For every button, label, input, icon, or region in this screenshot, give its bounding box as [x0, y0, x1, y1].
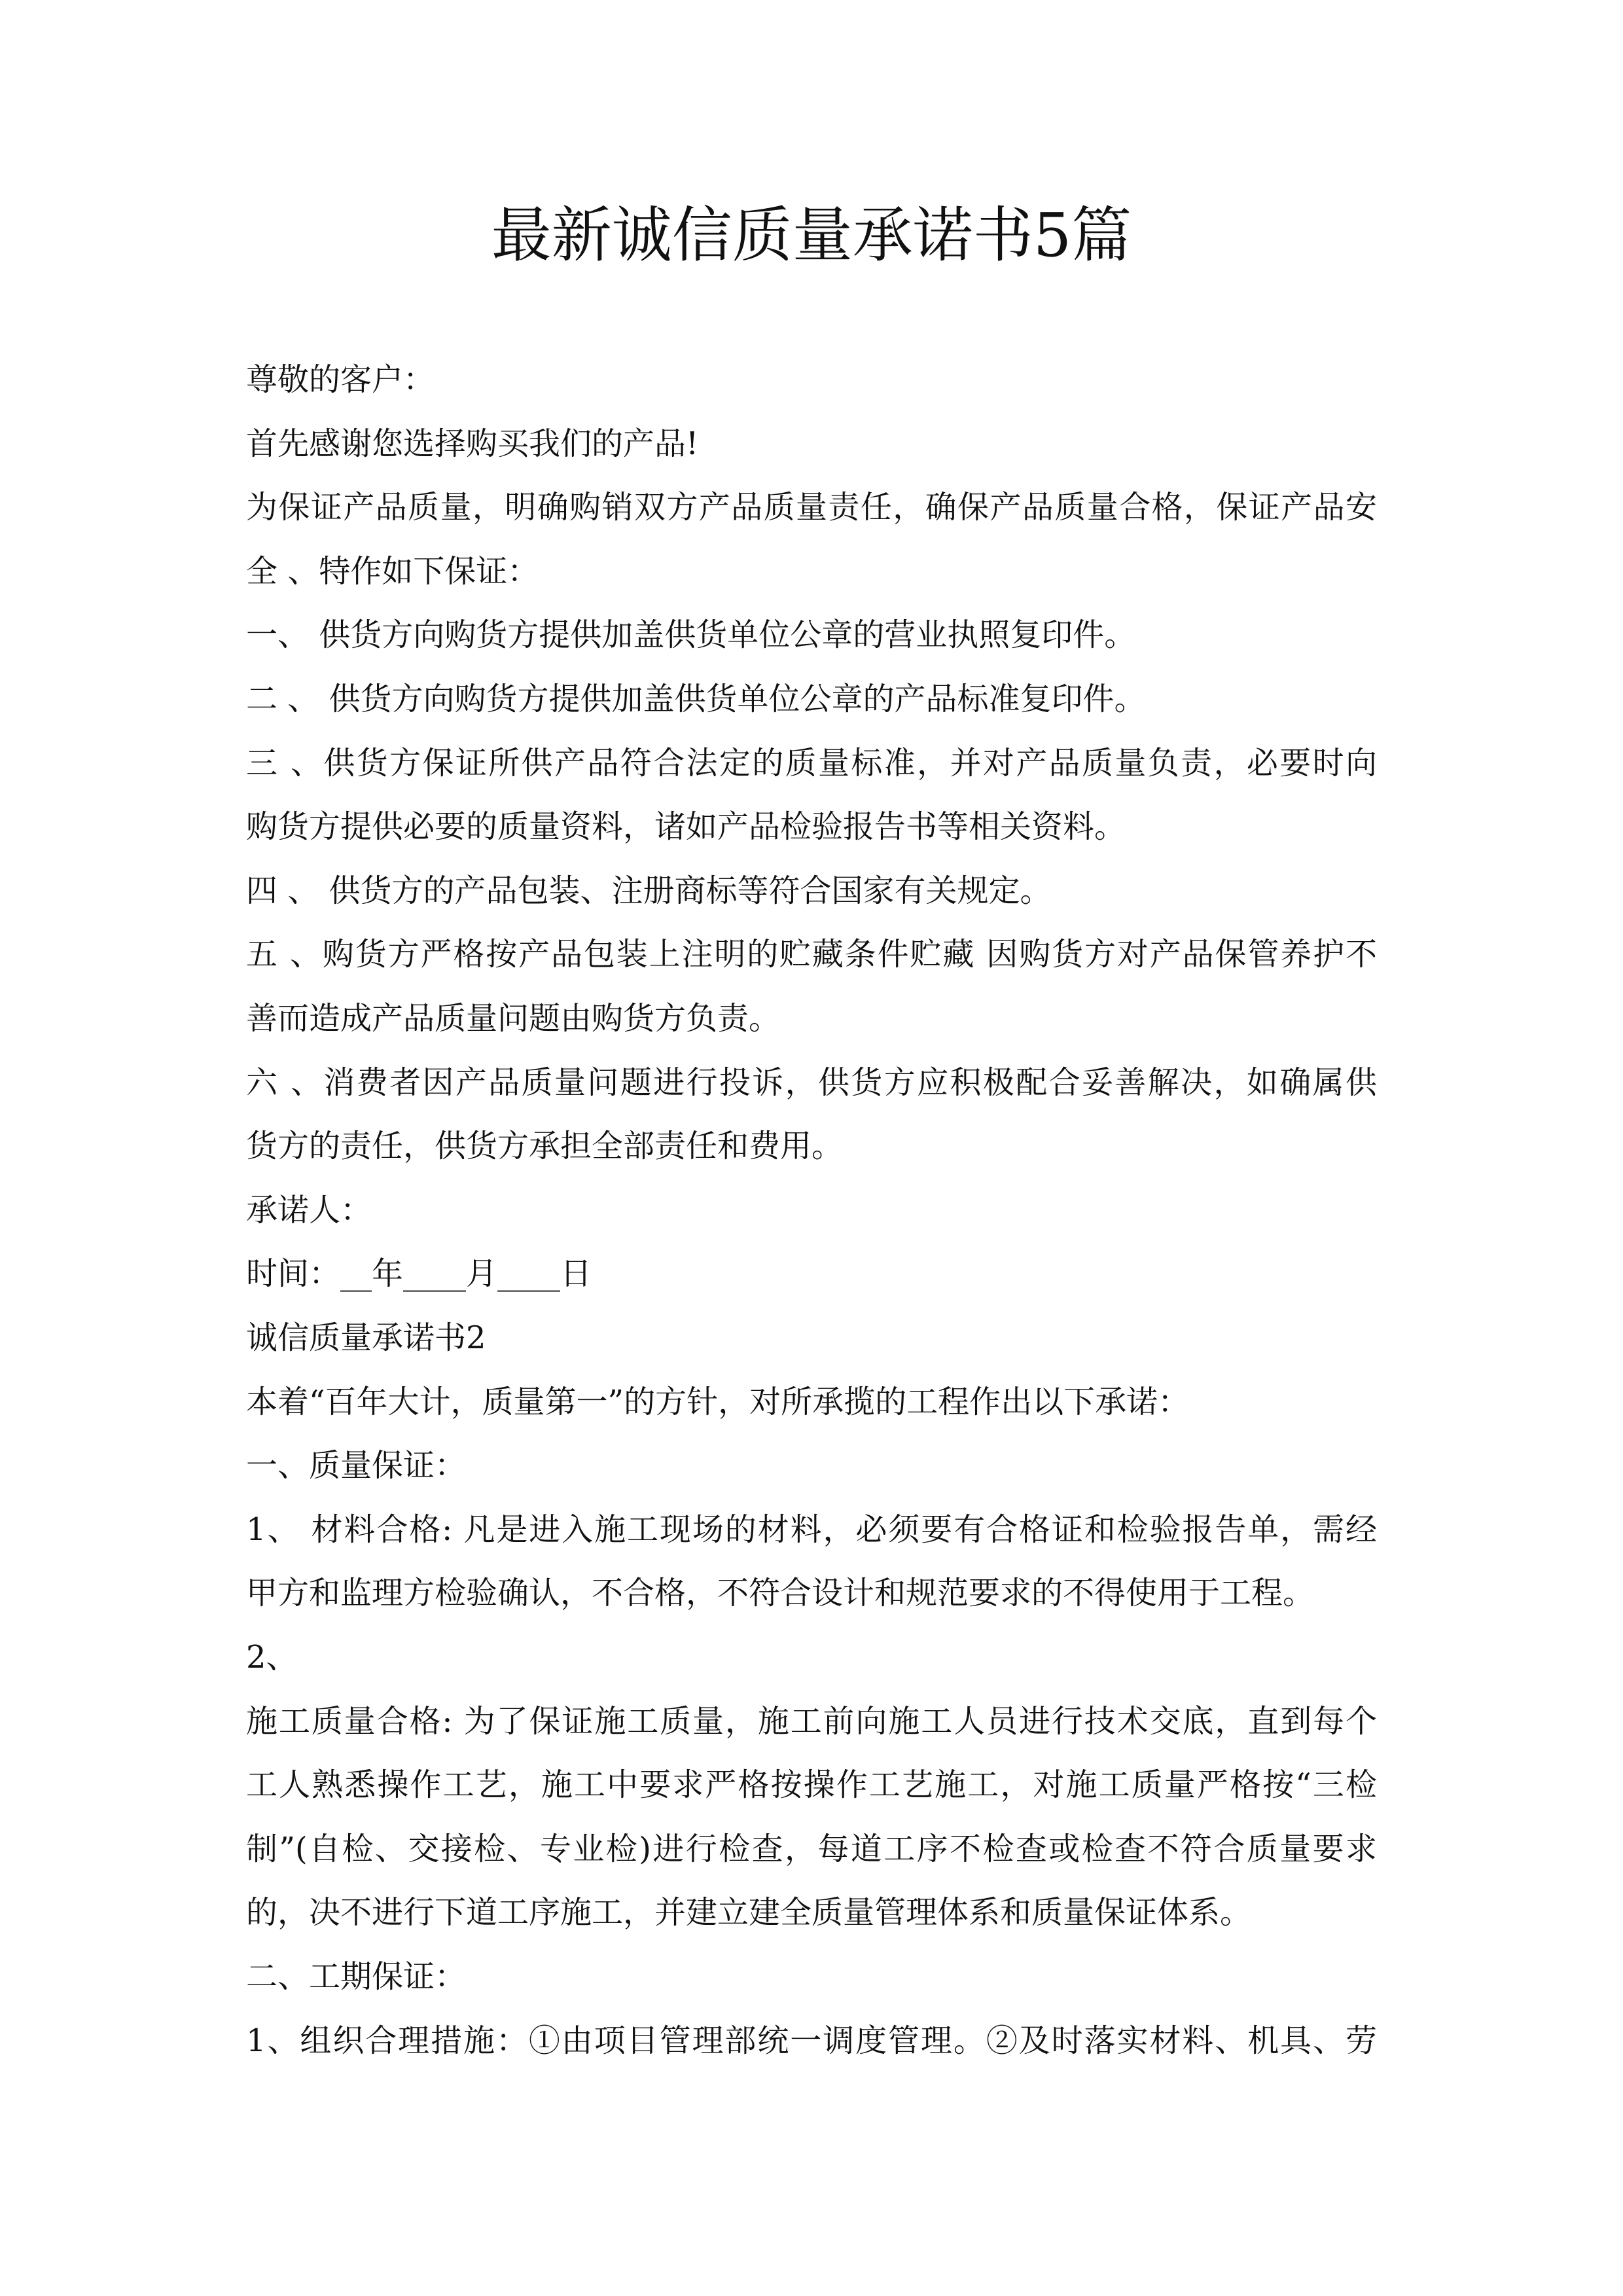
- paragraph-line: 五 、购货方严格按产品包装上注明的贮藏条件贮藏 因购货方对产品保管养护不: [246, 936, 1377, 973]
- paragraph-line: 四 、 供货方的产品包装、注册商标等符合国家有关规定。: [246, 872, 1052, 909]
- paragraph-line: 尊敬的客户：: [246, 361, 435, 398]
- paragraph-line: 施工质量合格: 为了保证施工质量，施工前向施工人员进行技术交底，直到每个: [246, 1702, 1377, 1740]
- paragraph-line: 一、 供货方向购货方提供加盖供货单位公章的营业执照复印件。: [246, 617, 1136, 654]
- paragraph-line: 本着“百年大计，质量第一”的方针，对所承揽的工程作出以下承诺：: [246, 1383, 1190, 1420]
- signatory-label: 承诺人：: [246, 1191, 372, 1229]
- paragraph-line: 1、 材料合格: 凡是进入施工现场的材料，必须要有合格证和检验报告单，需经: [246, 1511, 1377, 1548]
- paragraph-line: 货方的责任，供货方承担全部责任和费用。: [246, 1128, 844, 1165]
- paragraph-line: 的，决不进行下道工序施工，并建立建全质量管理体系和质量保证体系。: [246, 1894, 1252, 1931]
- paragraph-line: 制”(自检、交接检、专业检)进行检查，每道工序不检查或检查不符合质量要求: [246, 1830, 1377, 1867]
- paragraph-line: 善而造成产品质量问题由购货方负责。: [246, 1000, 781, 1037]
- paragraph-line: 三 、供货方保证所供产品符合法定的质量标准，并对产品质量负责，必要时向: [246, 744, 1377, 781]
- paragraph-line: 二 、 供货方向购货方提供加盖供货单位公章的产品标准复印件。: [246, 681, 1146, 717]
- paragraph-line: 2、: [246, 1639, 298, 1676]
- date-line: 时间：__年____月____日: [246, 1255, 592, 1293]
- section-heading: 诚信质量承诺书2: [246, 1319, 486, 1356]
- document-title: 最新诚信质量承诺书5篇: [491, 200, 1132, 270]
- section-heading: 二、工期保证：: [246, 1958, 467, 1995]
- paragraph-line: 六 、消费者因产品质量问题进行投诉，供货方应积极配合妥善解决，如确属供: [246, 1064, 1377, 1101]
- section-heading: 一、质量保证：: [246, 1447, 467, 1484]
- paragraph-line: 为保证产品质量，明确购销双方产品质量责任，确保产品质量合格，保证产品安: [246, 489, 1377, 526]
- paragraph-line: 1、组织合理措施：①由项目管理部统一调度管理。②及时落实材料、机具、劳: [246, 2022, 1377, 2059]
- paragraph-line: 全 、特作如下保证：: [246, 552, 539, 590]
- paragraph-line: 工人熟悉操作工艺，施工中要求严格按操作工艺施工，对施工质量严格按“三检: [246, 1767, 1377, 1804]
- paragraph-line: 购货方提供必要的质量资料，诸如产品检验报告书等相关资料。: [246, 808, 1126, 846]
- paragraph-line: 首先感谢您选择购买我们的产品!: [246, 425, 699, 462]
- paragraph-line: 甲方和监理方检验确认，不合格，不符合设计和规范要求的不得使用于工程。: [246, 1575, 1315, 1612]
